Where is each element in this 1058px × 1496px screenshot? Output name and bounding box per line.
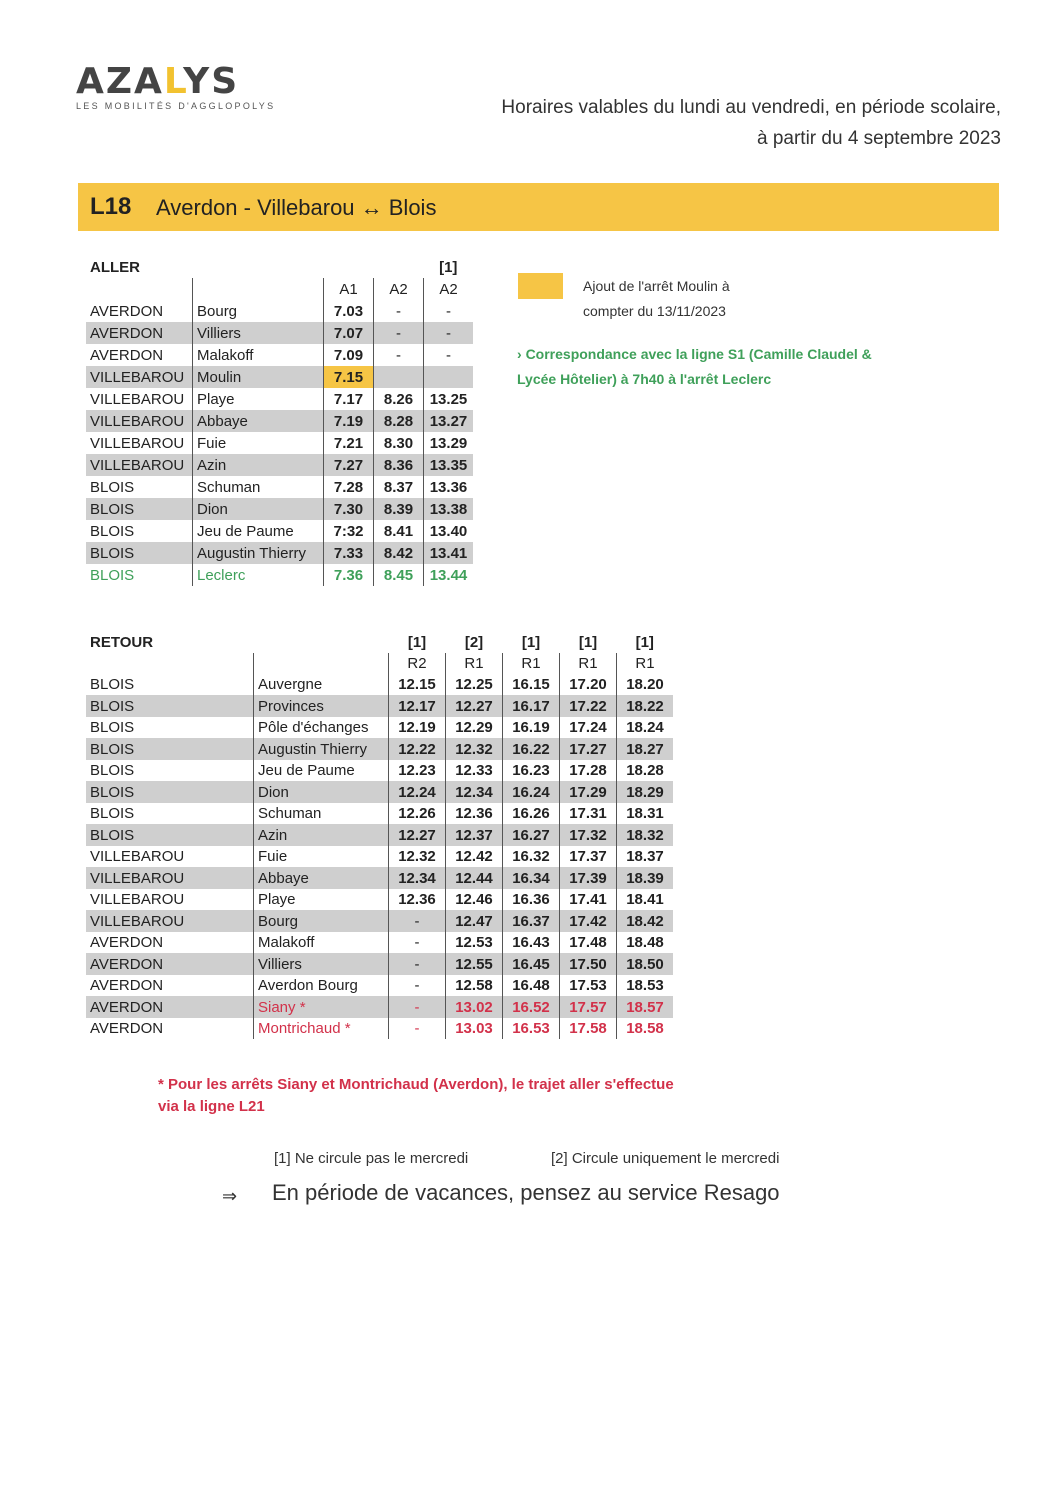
town-name: VILLEBAROU bbox=[90, 390, 185, 408]
departure-time: 7.27 bbox=[324, 454, 374, 476]
town-name: VILLEBAROU bbox=[86, 867, 254, 889]
departure-time: 17.42 bbox=[560, 910, 617, 932]
departure-time: 7.21 bbox=[324, 432, 374, 454]
departure-time: 8.30 bbox=[374, 432, 424, 454]
departure-time: - bbox=[389, 975, 446, 996]
departure-time: 18.28 bbox=[617, 760, 674, 781]
departure-time: 12.37 bbox=[446, 824, 503, 846]
departure-time: 17.57 bbox=[560, 996, 617, 1018]
table-row bbox=[86, 454, 473, 476]
departure-time: 17.31 bbox=[560, 803, 617, 824]
column-header-row bbox=[86, 278, 473, 300]
departure-time: - bbox=[389, 910, 446, 932]
header-spacer bbox=[254, 653, 389, 674]
stop-name: Villiers bbox=[193, 322, 324, 344]
line-name: Averdon - Villebarou ↔ Blois bbox=[156, 195, 437, 220]
departure-time: 12.24 bbox=[389, 781, 446, 803]
table-row bbox=[86, 975, 673, 996]
column-note: [1] bbox=[424, 256, 474, 278]
column-note: [1] bbox=[560, 632, 617, 653]
stop-name: Malakoff bbox=[193, 344, 324, 366]
departure-time: 8.36 bbox=[374, 454, 424, 476]
town-name: BLOIS bbox=[90, 805, 135, 822]
departure-time: - bbox=[424, 322, 474, 344]
table-row bbox=[86, 695, 673, 717]
departure-time: 16.17 bbox=[503, 695, 560, 717]
departure-time bbox=[424, 366, 474, 388]
departure-time: 17.28 bbox=[560, 760, 617, 781]
departure-time: 17.20 bbox=[560, 674, 617, 695]
departure-time: - bbox=[389, 932, 446, 953]
double-arrow-icon: ⇒ bbox=[222, 1186, 238, 1206]
departure-time: 16.36 bbox=[503, 889, 560, 910]
departure-time: 16.23 bbox=[503, 760, 560, 781]
table-title: RETOUR bbox=[86, 632, 254, 653]
departure-time: 12.23 bbox=[389, 760, 446, 781]
column-id: R1 bbox=[446, 653, 503, 674]
town-name: BLOIS bbox=[86, 824, 254, 846]
column-note: [1] bbox=[503, 632, 560, 653]
town-name: AVERDON bbox=[90, 977, 164, 994]
departure-time: 8.26 bbox=[374, 388, 424, 410]
departure-time: 12.25 bbox=[446, 674, 503, 695]
stop-name: Augustin Thierry bbox=[254, 738, 389, 760]
departure-time: 16.27 bbox=[503, 824, 560, 846]
town-name: AVERDON bbox=[86, 322, 193, 344]
table-row bbox=[86, 889, 673, 910]
footnote-1: [1] Ne circule pas le mercredi bbox=[274, 1150, 469, 1167]
departure-time: 18.48 bbox=[617, 932, 674, 953]
departure-time: 18.24 bbox=[617, 717, 674, 738]
departure-time: 17.37 bbox=[560, 846, 617, 867]
departure-time: 8.39 bbox=[374, 498, 424, 520]
table-row bbox=[86, 867, 673, 889]
stop-name: Schuman bbox=[193, 476, 324, 498]
header-spacer bbox=[193, 278, 324, 300]
departure-time: 16.37 bbox=[503, 910, 560, 932]
departure-time: 13.41 bbox=[424, 542, 474, 564]
town-name: BLOIS bbox=[86, 695, 254, 717]
table-row bbox=[86, 781, 673, 803]
departure-time: - bbox=[389, 953, 446, 975]
departure-time: 12.27 bbox=[446, 695, 503, 717]
departure-time: - bbox=[424, 344, 474, 366]
departure-time: 7.30 bbox=[324, 498, 374, 520]
town-name: AVERDON bbox=[90, 934, 164, 951]
validity-line-2: à partir du 4 septembre 2023 bbox=[757, 128, 1001, 149]
moulin-note: Ajout de l'arrêt Moulin à compter du 13/11/2023 bbox=[583, 278, 730, 319]
town-name: VILLEBAROU bbox=[86, 910, 254, 932]
stop-name: Moulin bbox=[193, 366, 324, 388]
departure-time: 12.46 bbox=[446, 889, 503, 910]
azalys-logo bbox=[76, 61, 276, 111]
stop-name: Azin bbox=[254, 824, 389, 846]
town-name: BLOIS bbox=[90, 676, 135, 693]
stop-name: Abbaye bbox=[254, 867, 389, 889]
departure-time: 13.25 bbox=[424, 388, 474, 410]
table-row bbox=[86, 410, 473, 432]
town-name: VILLEBAROU bbox=[86, 454, 193, 476]
departure-time: 18.29 bbox=[617, 781, 674, 803]
departure-time: 13.29 bbox=[424, 432, 474, 454]
departure-time: 18.41 bbox=[617, 889, 674, 910]
table-row bbox=[86, 322, 473, 344]
departure-time: 8.42 bbox=[374, 542, 424, 564]
town-name: BLOIS bbox=[90, 719, 135, 736]
departure-time: 8.45 bbox=[374, 564, 424, 586]
departure-time: 18.20 bbox=[617, 674, 674, 695]
departure-time: 12.44 bbox=[446, 867, 503, 889]
table-row bbox=[86, 498, 473, 520]
header-spacer bbox=[254, 632, 389, 653]
departure-time: - bbox=[389, 1018, 446, 1039]
departure-time: 12.53 bbox=[446, 932, 503, 953]
table-row bbox=[86, 910, 673, 932]
column-id: R1 bbox=[503, 653, 560, 674]
stop-name: Bourg bbox=[193, 300, 324, 322]
column-note bbox=[374, 256, 424, 278]
aller-timetable bbox=[86, 256, 473, 586]
departure-time: 18.42 bbox=[617, 910, 674, 932]
column-note: [1] bbox=[389, 632, 446, 653]
table-row bbox=[86, 1018, 673, 1039]
header-row bbox=[86, 632, 673, 653]
departure-time: 12.36 bbox=[446, 803, 503, 824]
departure-time: 18.31 bbox=[617, 803, 674, 824]
town-name: BLOIS bbox=[90, 762, 135, 779]
departure-time: 7.03 bbox=[324, 300, 374, 322]
departure-time: 7.36 bbox=[324, 564, 374, 586]
table-row bbox=[86, 674, 673, 695]
departure-time: 17.27 bbox=[560, 738, 617, 760]
town-name: BLOIS bbox=[86, 781, 254, 803]
departure-time: 16.15 bbox=[503, 674, 560, 695]
departure-time: 17.39 bbox=[560, 867, 617, 889]
departure-time: 16.52 bbox=[503, 996, 560, 1018]
column-header-row bbox=[86, 653, 673, 674]
departure-time: 7.07 bbox=[324, 322, 374, 344]
departure-time: 7:32 bbox=[324, 520, 374, 542]
departure-time: 12.47 bbox=[446, 910, 503, 932]
validity-text bbox=[501, 92, 1001, 154]
departure-time: 16.26 bbox=[503, 803, 560, 824]
departure-time: - bbox=[374, 344, 424, 366]
departure-time: 12.42 bbox=[446, 846, 503, 867]
departure-time: 12.15 bbox=[389, 674, 446, 695]
logo-wordmark: AZALYS bbox=[76, 61, 240, 102]
table-row bbox=[86, 996, 673, 1018]
stop-name: Malakoff bbox=[254, 932, 389, 953]
departure-time: 12.17 bbox=[389, 695, 446, 717]
departure-time bbox=[374, 366, 424, 388]
departure-time: 12.34 bbox=[446, 781, 503, 803]
table-row bbox=[86, 542, 473, 564]
departure-time: 16.34 bbox=[503, 867, 560, 889]
stop-name: Jeu de Paume bbox=[193, 520, 324, 542]
town-name: BLOIS bbox=[90, 478, 135, 496]
table-row bbox=[86, 564, 473, 586]
stop-name: Fuie bbox=[254, 846, 389, 867]
departure-time: 8.28 bbox=[374, 410, 424, 432]
departure-time: 13.38 bbox=[424, 498, 474, 520]
stop-name: Fuie bbox=[193, 432, 324, 454]
departure-time: 12.26 bbox=[389, 803, 446, 824]
stop-name: Playe bbox=[254, 889, 389, 910]
departure-time: 17.24 bbox=[560, 717, 617, 738]
town-name: VILLEBAROU bbox=[90, 848, 185, 865]
departure-time: 12.34 bbox=[389, 867, 446, 889]
departure-time: 7.09 bbox=[324, 344, 374, 366]
departure-time: 12.32 bbox=[389, 846, 446, 867]
departure-time: 18.58 bbox=[617, 1018, 674, 1039]
departure-time: 16.48 bbox=[503, 975, 560, 996]
retour-timetable bbox=[86, 632, 673, 1039]
town-name: BLOIS bbox=[90, 522, 135, 540]
stop-name: Dion bbox=[254, 781, 389, 803]
departure-time: 13.36 bbox=[424, 476, 474, 498]
town-name: AVERDON bbox=[90, 1020, 164, 1037]
departure-time: 18.32 bbox=[617, 824, 674, 846]
departure-time: 12.36 bbox=[389, 889, 446, 910]
column-id: A1 bbox=[324, 278, 374, 300]
town-name: BLOIS bbox=[90, 566, 135, 584]
table-row bbox=[86, 760, 673, 781]
stop-name: Dion bbox=[193, 498, 324, 520]
correspondance-note bbox=[517, 342, 897, 392]
table-row bbox=[86, 717, 673, 738]
departure-time: - bbox=[424, 300, 474, 322]
table-row bbox=[86, 824, 673, 846]
town-name: VILLEBAROU bbox=[90, 434, 185, 452]
departure-time: 13.44 bbox=[424, 564, 474, 586]
departure-time: 7.17 bbox=[324, 388, 374, 410]
departure-time: 16.22 bbox=[503, 738, 560, 760]
column-id: R1 bbox=[560, 653, 617, 674]
departure-time: 18.39 bbox=[617, 867, 674, 889]
departure-time: 13.02 bbox=[446, 996, 503, 1018]
departure-time: 12.19 bbox=[389, 717, 446, 738]
stop-name: Azin bbox=[193, 454, 324, 476]
footnote-2: [2] Circule uniquement le mercredi bbox=[551, 1150, 780, 1167]
header-spacer bbox=[86, 653, 254, 674]
column-note bbox=[324, 256, 374, 278]
departure-time: - bbox=[374, 322, 424, 344]
table-row bbox=[86, 344, 473, 366]
town-name: AVERDON bbox=[90, 346, 164, 364]
stop-name: Provinces bbox=[254, 695, 389, 717]
line-code: L18 bbox=[90, 193, 132, 220]
table-row bbox=[86, 476, 473, 498]
town-name: AVERDON bbox=[90, 302, 164, 320]
departure-time: 12.22 bbox=[389, 738, 446, 760]
stop-name: Montrichaud * bbox=[254, 1018, 389, 1039]
stop-name: Jeu de Paume bbox=[254, 760, 389, 781]
departure-time: 18.22 bbox=[617, 695, 674, 717]
departure-time: 12.55 bbox=[446, 953, 503, 975]
departure-time: 13.27 bbox=[424, 410, 474, 432]
column-id: R1 bbox=[617, 653, 674, 674]
stop-name: Averdon Bourg bbox=[254, 975, 389, 996]
departure-time: 16.45 bbox=[503, 953, 560, 975]
departure-time: 12.32 bbox=[446, 738, 503, 760]
departure-time: 17.22 bbox=[560, 695, 617, 717]
town-name: BLOIS bbox=[86, 738, 254, 760]
town-name: VILLEBAROU bbox=[86, 410, 193, 432]
logo-tagline: LES MOBILITÉS D'AGGLOPOLYS bbox=[76, 101, 276, 111]
column-note: [1] bbox=[617, 632, 674, 653]
table-title: ALLER bbox=[86, 256, 193, 278]
siany-montrichaud-note: * Pour les arrêts Siany et Montrichaud (Averdon), le trajet aller s'effectue via la ligne L21 bbox=[158, 1076, 674, 1115]
departure-time: 18.37 bbox=[617, 846, 674, 867]
chevron-right-icon: › bbox=[517, 346, 522, 362]
departure-time: 18.27 bbox=[617, 738, 674, 760]
town-name: AVERDON bbox=[86, 996, 254, 1018]
departure-time: 7.19 bbox=[324, 410, 374, 432]
column-id: R2 bbox=[389, 653, 446, 674]
departure-time: 16.32 bbox=[503, 846, 560, 867]
column-note: [2] bbox=[446, 632, 503, 653]
departure-time: 13.40 bbox=[424, 520, 474, 542]
stop-name: Auvergne bbox=[254, 674, 389, 695]
validity-line-1: Horaires valables du lundi au vendredi, en période scolaire, bbox=[501, 97, 1001, 118]
departure-time: 16.24 bbox=[503, 781, 560, 803]
stop-name: Playe bbox=[193, 388, 324, 410]
departure-time: 12.58 bbox=[446, 975, 503, 996]
header-spacer bbox=[193, 256, 324, 278]
table-row bbox=[86, 738, 673, 760]
table-row bbox=[86, 366, 473, 388]
stop-name: Abbaye bbox=[193, 410, 324, 432]
stop-name: Siany * bbox=[254, 996, 389, 1018]
table-row bbox=[86, 953, 673, 975]
stop-name: Leclerc bbox=[193, 564, 324, 586]
table-row bbox=[86, 520, 473, 542]
column-id: A2 bbox=[424, 278, 474, 300]
table-row bbox=[86, 803, 673, 824]
departure-time: 12.29 bbox=[446, 717, 503, 738]
stop-name: Bourg bbox=[254, 910, 389, 932]
column-id: A2 bbox=[374, 278, 424, 300]
departure-time: 18.50 bbox=[617, 953, 674, 975]
departure-time: 17.32 bbox=[560, 824, 617, 846]
line-banner bbox=[78, 183, 999, 231]
departure-time: 13.35 bbox=[424, 454, 474, 476]
departure-time: 7.28 bbox=[324, 476, 374, 498]
correspondance-text: Correspondance avec la ligne S1 (Camille Claudel & Lycée Hôtelier) à 7h40 à l'arrêt Leclerc bbox=[517, 346, 872, 387]
table-row bbox=[86, 300, 473, 322]
departure-time: - bbox=[389, 996, 446, 1018]
town-name: BLOIS bbox=[86, 542, 193, 564]
departure-time: 17.29 bbox=[560, 781, 617, 803]
stop-name: Villiers bbox=[254, 953, 389, 975]
table-row bbox=[86, 432, 473, 454]
departure-time: 17.48 bbox=[560, 932, 617, 953]
departure-time: 7.33 bbox=[324, 542, 374, 564]
departure-time: 7.15 bbox=[324, 366, 374, 388]
departure-time: 18.53 bbox=[617, 975, 674, 996]
town-name: VILLEBAROU bbox=[86, 366, 193, 388]
departure-time: - bbox=[374, 300, 424, 322]
departure-time: 17.53 bbox=[560, 975, 617, 996]
departure-time: 16.19 bbox=[503, 717, 560, 738]
departure-time: 8.41 bbox=[374, 520, 424, 542]
departure-time: 16.53 bbox=[503, 1018, 560, 1039]
vacances-note: En période de vacances, pensez au service Resago bbox=[272, 1180, 780, 1205]
departure-time: 17.41 bbox=[560, 889, 617, 910]
town-name: BLOIS bbox=[86, 498, 193, 520]
highlight-swatch bbox=[518, 273, 563, 299]
departure-time: 12.33 bbox=[446, 760, 503, 781]
departure-time: 16.43 bbox=[503, 932, 560, 953]
table-row bbox=[86, 846, 673, 867]
table-row bbox=[86, 388, 473, 410]
departure-time: 13.03 bbox=[446, 1018, 503, 1039]
stop-name: Schuman bbox=[254, 803, 389, 824]
stop-name: Pôle d'échanges bbox=[254, 717, 389, 738]
header-spacer bbox=[86, 278, 193, 300]
stop-name: Augustin Thierry bbox=[193, 542, 324, 564]
town-name: AVERDON bbox=[86, 953, 254, 975]
town-name: VILLEBAROU bbox=[90, 891, 185, 908]
header-row bbox=[86, 256, 473, 278]
departure-time: 8.37 bbox=[374, 476, 424, 498]
table-row bbox=[86, 932, 673, 953]
departure-time: 17.50 bbox=[560, 953, 617, 975]
departure-time: 12.27 bbox=[389, 824, 446, 846]
departure-time: 18.57 bbox=[617, 996, 674, 1018]
departure-time: 17.58 bbox=[560, 1018, 617, 1039]
